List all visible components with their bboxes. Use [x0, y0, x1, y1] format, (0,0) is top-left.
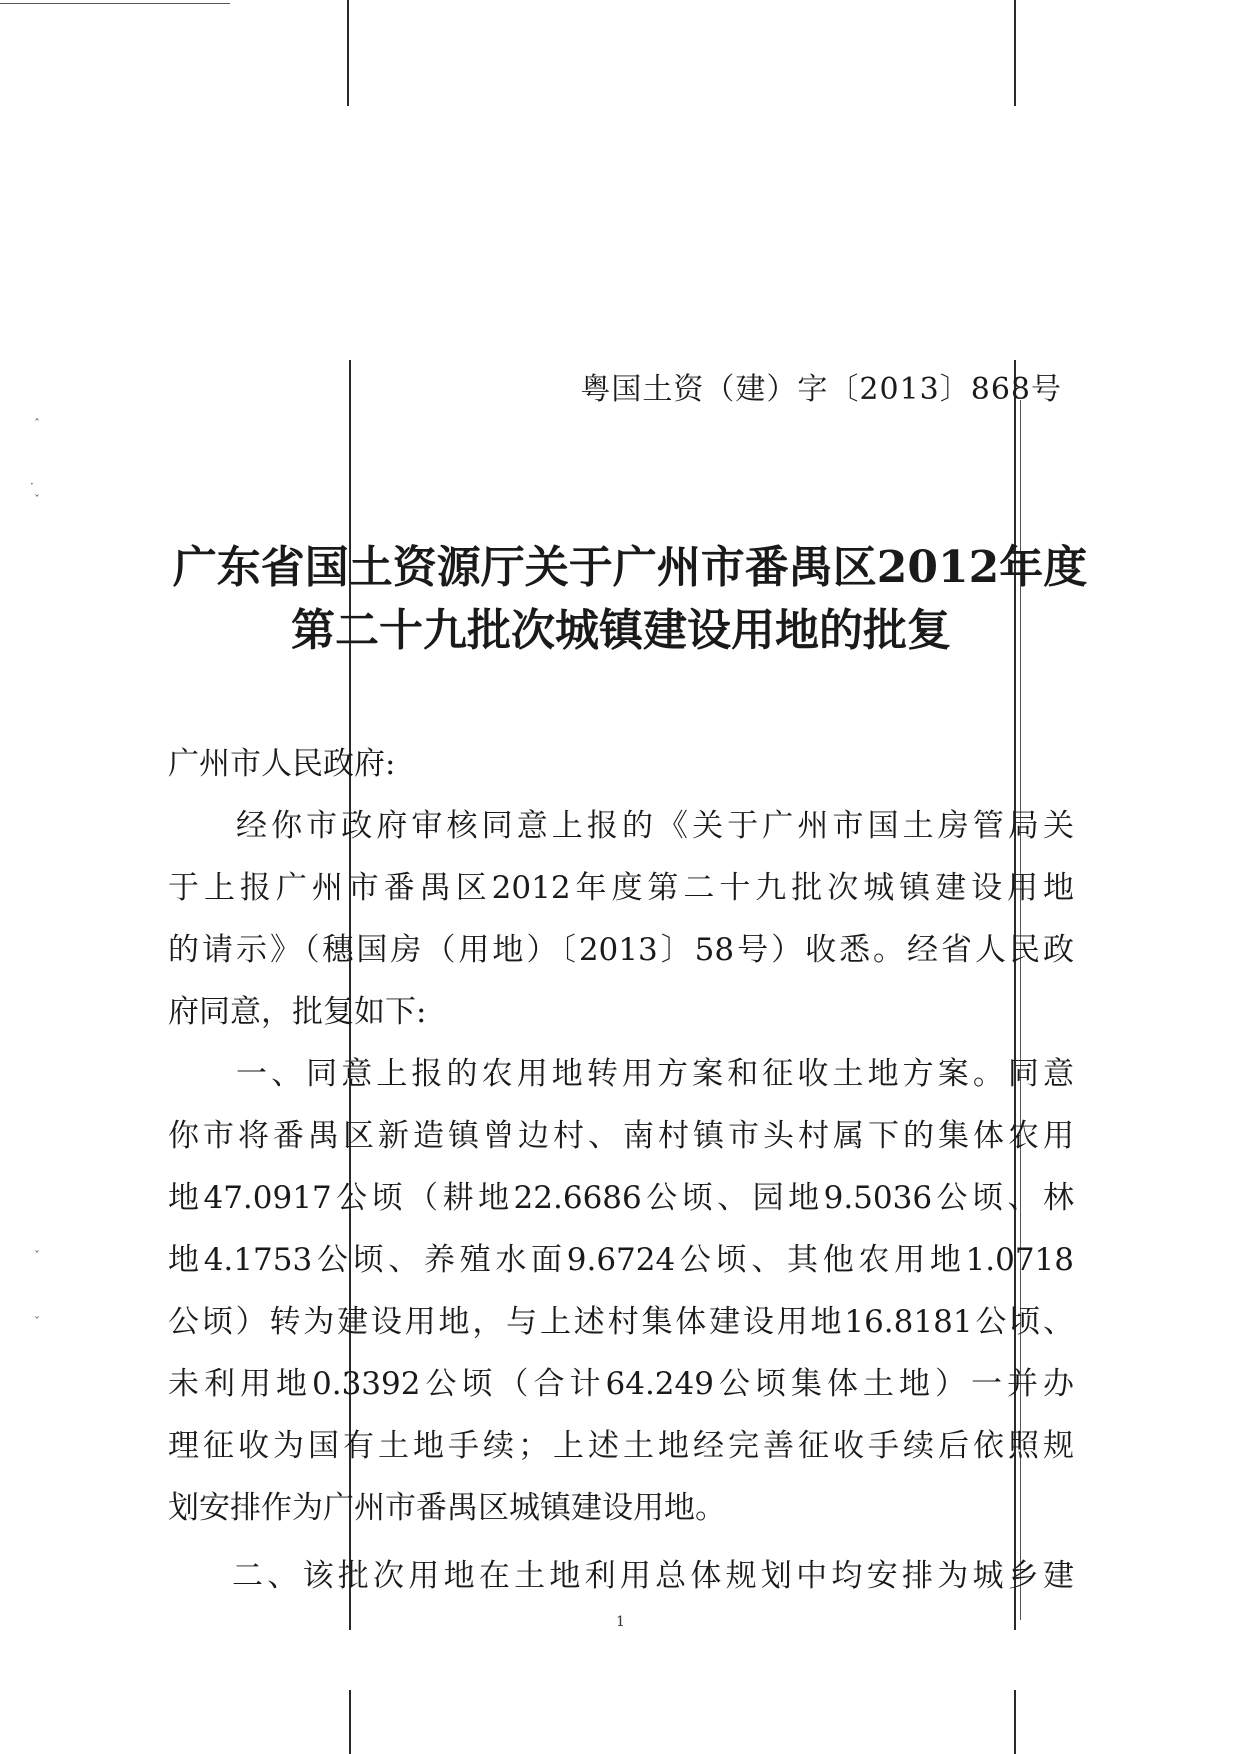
- document-number: 粤国土资（建）字〔2013〕868号: [580, 372, 1062, 407]
- scan-speck: ˇ: [34, 1315, 40, 1329]
- page-number: 1: [616, 1614, 625, 1630]
- scan-artifact-left-line-bottom: [349, 1690, 351, 1754]
- body-line: 地47.0917公顷（耕地22.6686公顷、园地9.5036公顷、林: [168, 1180, 1074, 1216]
- body-line: 地4.1753公顷、养殖水面9.6724公顷、其他农用地1.0718: [168, 1242, 1074, 1278]
- body-line: 于上报广州市番禺区2012年度第二十九批次城镇建设用地: [168, 870, 1074, 906]
- body-line: 公顷）转为建设用地，与上述村集体建设用地16.8181公顷、: [168, 1304, 1074, 1340]
- scan-speck: ˇ: [34, 1249, 40, 1263]
- salutation: 广州市人民政府:: [168, 746, 396, 782]
- body-line: 划安排作为广州市番禺区城镇建设用地。: [168, 1490, 726, 1526]
- body-line: 的请示》（穗国房（用地）〔2013〕58号）收悉。经省人民政: [168, 932, 1074, 968]
- document-title-line-2: 第二十九批次城镇建设用地的批复: [291, 605, 951, 656]
- body-line: 理征收为国有土地手续；上述土地经完善征收手续后依照规: [168, 1428, 1074, 1464]
- scan-artifact-right-line-bottom: [1014, 1690, 1016, 1754]
- body-line: 府同意，批复如下:: [168, 994, 427, 1030]
- body-line: 未利用地0.3392公顷（合计64.249公顷集体土地）一并办: [168, 1366, 1074, 1402]
- body-line: 一、同意上报的农用地转用方案和征收土地方案。同意: [236, 1056, 1074, 1092]
- scan-artifact-top-line: [0, 3, 230, 4]
- document-title-line-1: 广东省国土资源厅关于广州市番禺区2012年度: [172, 542, 1088, 593]
- scan-speck: ˆ: [34, 417, 40, 431]
- body-line: 经你市政府审核同意上报的《关于广州市国土房管局关: [236, 808, 1074, 844]
- body-line: 二、该批次用地在土地利用总体规划中均安排为城乡建: [232, 1558, 1074, 1594]
- scan-speck: ·: [30, 477, 34, 491]
- scan-artifact-right-line-top: [1014, 0, 1016, 106]
- body-line: 你市将番禺区新造镇曾边村、南村镇市头村属下的集体农用: [168, 1118, 1074, 1154]
- scan-artifact-left-line-top: [347, 0, 349, 106]
- scan-speck: ˇ: [34, 493, 40, 507]
